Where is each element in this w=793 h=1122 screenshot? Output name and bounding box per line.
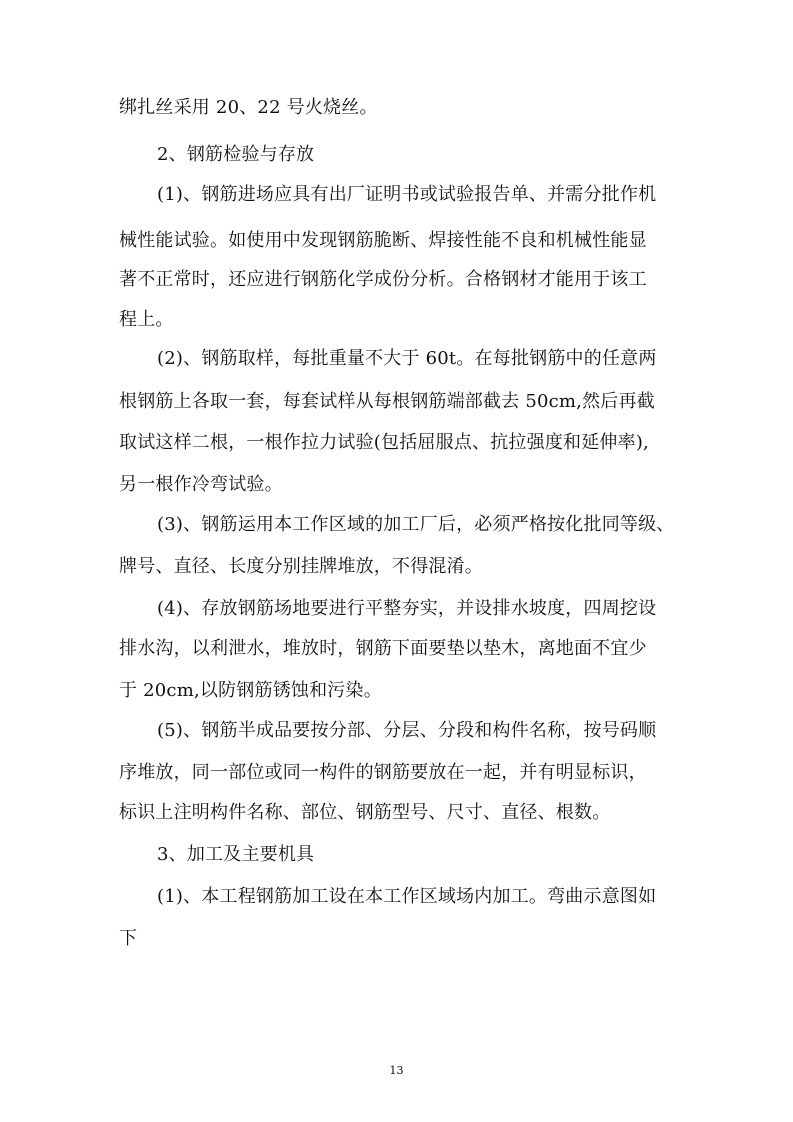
text-line: 牌号、直径、长度分别挂牌堆放，不得混淆。 xyxy=(119,556,483,577)
text-line: 序堆放，同一部位或同一构件的钢筋要放在一起，并有明显标识， xyxy=(119,762,647,783)
section-heading: 2、钢筋检验与存放 xyxy=(157,144,315,165)
text-line: 械性能试验。如使用中发现钢筋脆断、焊接性能不良和机械性能显 xyxy=(119,230,647,251)
text-line: (2)、钢筋取样，每批重量不大于 60t。在每批钢筋中的任意两 xyxy=(157,348,657,369)
text-line: 下 xyxy=(119,928,138,949)
text-line: 著不正常时，还应进行钢筋化学成份分析。合格钢材才能用于该工 xyxy=(119,269,647,290)
section-heading: 3、加工及主要机具 xyxy=(157,844,315,865)
text-line: 排水沟，以利泄水，堆放时，钢筋下面要垫以垫木，离地面不宜少 xyxy=(119,638,647,659)
text-line: (4)、存放钢筋场地要进行平整夯实，并设排水坡度，四周挖设 xyxy=(157,598,657,619)
text-line: 于 20cm,以防钢筋锈蚀和污染。 xyxy=(119,680,382,701)
text-line: (1)、钢筋进场应具有出厂证明书或试验报告单、并需分批作机 xyxy=(157,184,657,205)
page-number: 13 xyxy=(389,1064,404,1077)
text-line: 另一根作冷弯试验。 xyxy=(119,474,283,495)
text-line: 取试这样二根，一根作拉力试验(包括屈服点、抗拉强度和延伸率), xyxy=(119,432,649,453)
text-line: (5)、钢筋半成品要按分部、分层、分段和构件名称，按号码顺 xyxy=(157,720,657,741)
text-line: 绑扎丝采用 20、22 号火烧丝。 xyxy=(119,97,378,118)
text-line: 根钢筋上各取一套，每套试样从每根钢筋端部截去 50cm,然后再截 xyxy=(119,391,655,412)
text-line: (3)、钢筋运用本工作区域的加工厂后，必须严格按化批同等级、 xyxy=(157,514,675,535)
text-line: 标识上注明构件名称、部位、钢筋型号、尺寸、直径、根数。 xyxy=(119,802,611,823)
text-line: 程上。 xyxy=(119,309,174,330)
text-line: (1)、本工程钢筋加工设在本工作区域场内加工。弯曲示意图如 xyxy=(157,886,657,907)
